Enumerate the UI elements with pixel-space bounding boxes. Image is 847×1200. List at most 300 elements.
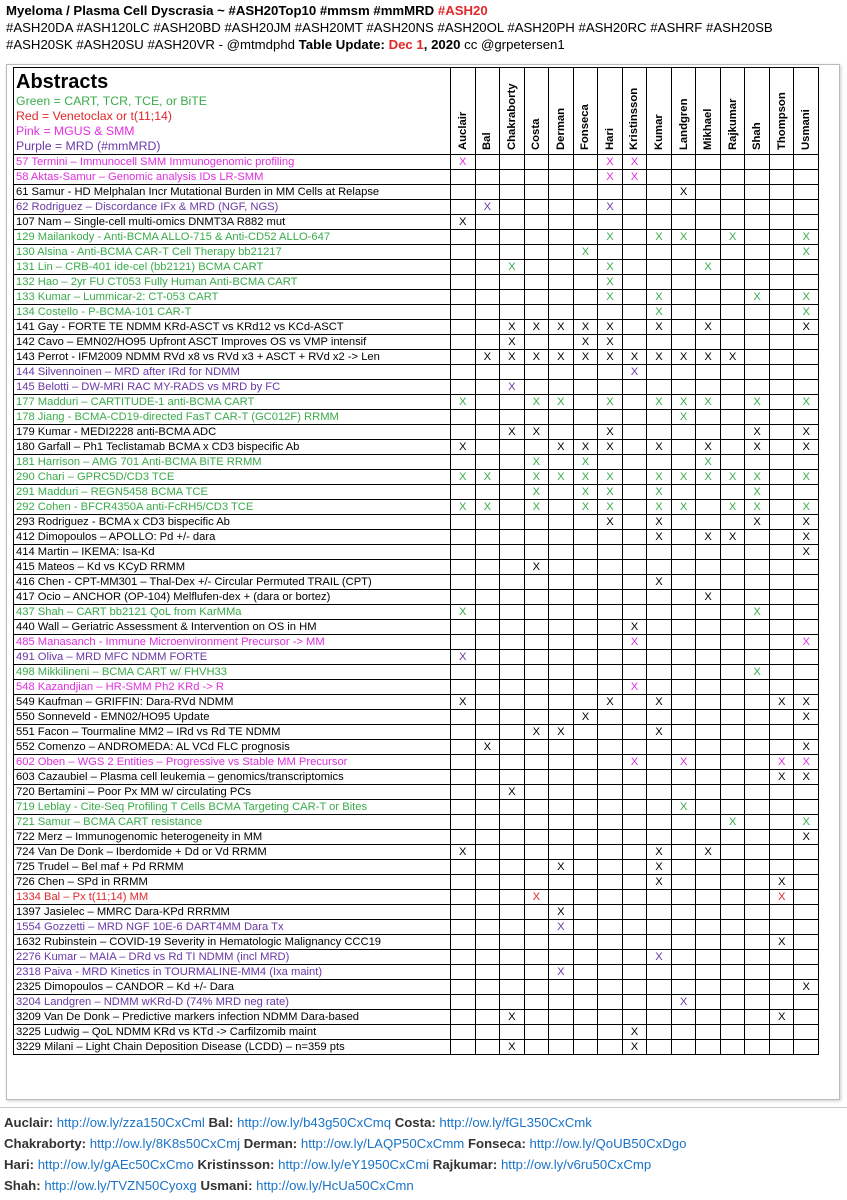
mark-cell-mikhael	[696, 650, 721, 665]
abstract-title: 134 Costello - P-BCMA-101 CAR-T	[14, 305, 451, 320]
mark-cell-hari	[598, 185, 623, 200]
mark-cell-kumar	[647, 380, 672, 395]
mark-cell-kristinsson	[622, 335, 647, 350]
mark-cell-hari	[598, 725, 623, 740]
mark-cell-kumar	[647, 905, 672, 920]
mark-cell-thompson	[769, 905, 794, 920]
abstract-title: 491 Oliva – MRD MFC NDMM FORTE	[14, 650, 451, 665]
mark-cell-kumar: X	[647, 950, 672, 965]
mark-cell-kumar	[647, 920, 672, 935]
mark-cell-bal	[475, 1010, 500, 1025]
mark-cell-thompson	[769, 485, 794, 500]
mark-cell-kristinsson	[622, 470, 647, 485]
mark-cell-rajkumar	[720, 725, 745, 740]
mark-cell-mikhael: X	[696, 260, 721, 275]
mark-cell-chakraborty	[500, 770, 525, 785]
mark-cell-costa	[524, 215, 549, 230]
mark-cell-usmani	[794, 485, 819, 500]
mark-cell-landgren	[671, 200, 696, 215]
mark-cell-auclair	[451, 1010, 476, 1025]
table-row	[14, 755, 819, 770]
table-row	[14, 275, 819, 290]
table-row	[14, 305, 819, 320]
mark-cell-costa	[524, 1010, 549, 1025]
author-link[interactable]: http://ow.ly/QoUB50CxDgo	[529, 1136, 687, 1151]
mark-cell-kumar: X	[647, 575, 672, 590]
table-row	[14, 170, 819, 185]
mark-cell-thompson	[769, 830, 794, 845]
mark-cell-fonseca	[573, 425, 598, 440]
mark-cell-mikhael	[696, 620, 721, 635]
mark-cell-shah	[745, 245, 770, 260]
mark-cell-bal	[475, 305, 500, 320]
mark-cell-landgren	[671, 320, 696, 335]
mark-cell-kristinsson	[622, 440, 647, 455]
mark-cell-hari	[598, 1010, 623, 1025]
mark-cell-usmani: X	[794, 290, 819, 305]
mark-cell-rajkumar	[720, 785, 745, 800]
mark-cell-thompson	[769, 440, 794, 455]
header-tags-and-handle: #ASH20SK #ASH20SU #ASH20VR - @mtmdphd	[6, 37, 295, 52]
mark-cell-kristinsson	[622, 425, 647, 440]
mark-cell-rajkumar	[720, 515, 745, 530]
mark-cell-mikhael	[696, 770, 721, 785]
mark-cell-derman	[549, 680, 574, 695]
mark-cell-chakraborty	[500, 980, 525, 995]
mark-cell-thompson	[769, 800, 794, 815]
mark-cell-auclair	[451, 755, 476, 770]
column-header-label: Bal	[481, 132, 494, 150]
mark-cell-rajkumar	[720, 485, 745, 500]
mark-cell-bal	[475, 215, 500, 230]
author-link[interactable]: http://ow.ly/gAEc50CxCmo	[37, 1157, 194, 1172]
table-row	[14, 995, 819, 1010]
mark-cell-fonseca	[573, 620, 598, 635]
mark-cell-derman	[549, 530, 574, 545]
mark-cell-mikhael	[696, 170, 721, 185]
mark-cell-kristinsson	[622, 455, 647, 470]
mark-cell-bal	[475, 515, 500, 530]
mark-cell-auclair	[451, 665, 476, 680]
author-link[interactable]: http://ow.ly/8K8s50CxCmj	[89, 1136, 241, 1151]
table-row	[14, 545, 819, 560]
mark-cell-mikhael	[696, 575, 721, 590]
mark-cell-landgren	[671, 905, 696, 920]
mark-cell-landgren	[671, 665, 696, 680]
mark-cell-mikhael	[696, 830, 721, 845]
mark-cell-shah	[745, 545, 770, 560]
mark-cell-shah	[745, 620, 770, 635]
mark-cell-auclair: X	[451, 470, 476, 485]
author-link[interactable]: http://ow.ly/LAQP50CxCmm	[300, 1136, 465, 1151]
mark-cell-auclair	[451, 575, 476, 590]
mark-cell-derman	[549, 275, 574, 290]
author-label: Rajkumar:	[432, 1157, 498, 1172]
mark-cell-auclair: X	[451, 440, 476, 455]
column-header-chakraborty	[500, 68, 525, 155]
author-link[interactable]: http://ow.ly/eY1950CxCmi	[278, 1157, 430, 1172]
mark-cell-thompson	[769, 470, 794, 485]
mark-cell-usmani	[794, 410, 819, 425]
abstract-title: 141 Gay - FORTE TE NDMM KRd-ASCT vs KRd12 vs KCd-ASCT	[14, 320, 451, 335]
mark-cell-bal	[475, 755, 500, 770]
abstract-title: 143 Perrot - IFM2009 NDMM RVd x8 vs RVd x3 + ASCT + RVd x2 -> Len	[14, 350, 451, 365]
mark-cell-shah	[745, 230, 770, 245]
table-row	[14, 800, 819, 815]
legend-red: Red = Venetoclax or t(11;14)	[16, 109, 172, 123]
mark-cell-derman: X	[549, 860, 574, 875]
mark-cell-fonseca	[573, 1010, 598, 1025]
mark-cell-auclair	[451, 725, 476, 740]
mark-cell-mikhael	[696, 1010, 721, 1025]
mark-cell-chakraborty	[500, 545, 525, 560]
mark-cell-rajkumar	[720, 770, 745, 785]
mark-cell-chakraborty	[500, 860, 525, 875]
mark-cell-thompson	[769, 785, 794, 800]
mark-cell-kumar	[647, 245, 672, 260]
mark-cell-rajkumar	[720, 695, 745, 710]
mark-cell-auclair	[451, 410, 476, 425]
mark-cell-costa: X	[524, 500, 549, 515]
footer-line	[4, 1154, 843, 1175]
mark-cell-shah: X	[745, 440, 770, 455]
abstract-title: 129 Mailankody - Anti-BCMA ALLO-715 & Anti-CD52 ALLO-647	[14, 230, 451, 245]
mark-cell-landgren	[671, 935, 696, 950]
mark-cell-kumar	[647, 185, 672, 200]
mark-cell-derman	[549, 170, 574, 185]
mark-cell-rajkumar	[720, 185, 745, 200]
mark-cell-mikhael	[696, 305, 721, 320]
mark-cell-mikhael	[696, 890, 721, 905]
mark-cell-usmani	[794, 995, 819, 1010]
mark-cell-derman	[549, 485, 574, 500]
mark-cell-auclair	[451, 710, 476, 725]
update-year: , 2020	[423, 37, 461, 52]
mark-cell-kristinsson	[622, 380, 647, 395]
mark-cell-mikhael	[696, 155, 721, 170]
mark-cell-landgren	[671, 440, 696, 455]
mark-cell-rajkumar	[720, 740, 745, 755]
mark-cell-chakraborty	[500, 695, 525, 710]
author-link[interactable]: http://ow.ly/HcUa50CxCmn	[256, 1178, 414, 1193]
mark-cell-chakraborty	[500, 230, 525, 245]
mark-cell-thompson	[769, 245, 794, 260]
mark-cell-costa	[524, 275, 549, 290]
mark-cell-bal	[475, 935, 500, 950]
table-row	[14, 215, 819, 230]
mark-cell-derman	[549, 1010, 574, 1025]
mark-cell-chakraborty	[500, 290, 525, 305]
mark-cell-rajkumar: X	[720, 500, 745, 515]
mark-cell-hari	[598, 620, 623, 635]
mark-cell-chakraborty	[500, 560, 525, 575]
mark-cell-costa: X	[524, 455, 549, 470]
mark-cell-kumar: X	[647, 875, 672, 890]
mark-cell-usmani	[794, 1010, 819, 1025]
mark-cell-chakraborty	[500, 875, 525, 890]
mark-cell-kumar	[647, 1040, 672, 1055]
mark-cell-kristinsson	[622, 695, 647, 710]
mark-cell-thompson	[769, 920, 794, 935]
mark-cell-derman	[549, 755, 574, 770]
abstract-title: 722 Merz – Immunogenomic heterogeneity in MM	[14, 830, 451, 845]
mark-cell-shah: X	[745, 470, 770, 485]
mark-cell-usmani: X	[794, 395, 819, 410]
mark-cell-landgren	[671, 605, 696, 620]
abstract-title: 498 Mikkilineni – BCMA CART w/ FHVH33	[14, 665, 451, 680]
mark-cell-chakraborty: X	[500, 335, 525, 350]
mark-cell-mikhael	[696, 755, 721, 770]
mark-cell-mikhael	[696, 425, 721, 440]
mark-cell-chakraborty: X	[500, 320, 525, 335]
mark-cell-auclair	[451, 530, 476, 545]
table-row	[14, 440, 819, 455]
mark-cell-fonseca	[573, 275, 598, 290]
author-label: Usmani:	[200, 1178, 253, 1193]
mark-cell-thompson	[769, 455, 794, 470]
mark-cell-rajkumar	[720, 1025, 745, 1040]
abstract-title: 549 Kaufman – GRIFFIN: Dara-RVd NDMM	[14, 695, 451, 710]
mark-cell-kristinsson	[622, 650, 647, 665]
abstract-title: 725 Trudel – Bel maf + Pd RRMM	[14, 860, 451, 875]
footer-line	[4, 1175, 843, 1196]
mark-cell-mikhael	[696, 380, 721, 395]
mark-cell-chakraborty	[500, 635, 525, 650]
mark-cell-mikhael: X	[696, 320, 721, 335]
column-header-rajkumar	[720, 68, 745, 155]
mark-cell-costa	[524, 1025, 549, 1040]
mark-cell-kristinsson	[622, 890, 647, 905]
mark-cell-kumar	[647, 170, 672, 185]
mark-cell-kristinsson	[622, 230, 647, 245]
table-row	[14, 710, 819, 725]
author-link[interactable]: http://ow.ly/TVZN50Cyoxg	[44, 1178, 197, 1193]
author-link[interactable]: http://ow.ly/zza150CxCml	[56, 1115, 205, 1130]
author-link[interactable]: http://ow.ly/b43g50CxCmq	[237, 1115, 392, 1130]
mark-cell-kumar: X	[647, 440, 672, 455]
abstract-title: 2318 Paiva - MRD Kinetics in TOURMALINE-MM4 (Ixa maint)	[14, 965, 451, 980]
mark-cell-fonseca	[573, 770, 598, 785]
mark-cell-kristinsson: X	[622, 1025, 647, 1040]
mark-cell-fonseca: X	[573, 245, 598, 260]
mark-cell-shah	[745, 530, 770, 545]
abstract-title: 290 Chari – GPRC5D/CD3 TCE	[14, 470, 451, 485]
mark-cell-kumar	[647, 770, 672, 785]
mark-cell-rajkumar	[720, 875, 745, 890]
mark-cell-chakraborty	[500, 155, 525, 170]
mark-cell-shah	[745, 740, 770, 755]
mark-cell-kristinsson	[622, 920, 647, 935]
mark-cell-costa	[524, 710, 549, 725]
mark-cell-costa	[524, 980, 549, 995]
mark-cell-costa	[524, 935, 549, 950]
mark-cell-mikhael	[696, 725, 721, 740]
mark-cell-chakraborty	[500, 515, 525, 530]
mark-cell-fonseca: X	[573, 440, 598, 455]
mark-cell-usmani	[794, 200, 819, 215]
mark-cell-costa: X	[524, 425, 549, 440]
mark-cell-thompson	[769, 665, 794, 680]
mark-cell-auclair	[451, 545, 476, 560]
mark-cell-costa	[524, 365, 549, 380]
mark-cell-fonseca	[573, 515, 598, 530]
table-row	[14, 845, 819, 860]
table-row	[14, 290, 819, 305]
mark-cell-shah	[745, 320, 770, 335]
mark-cell-kumar: X	[647, 860, 672, 875]
mark-cell-costa	[524, 830, 549, 845]
mark-cell-landgren	[671, 980, 696, 995]
author-link[interactable]: http://ow.ly/fGL350CxCmk	[439, 1115, 592, 1130]
mark-cell-rajkumar	[720, 410, 745, 425]
mark-cell-chakraborty	[500, 485, 525, 500]
mark-cell-thompson	[769, 305, 794, 320]
mark-cell-rajkumar: X	[720, 230, 745, 245]
table-row	[14, 875, 819, 890]
mark-cell-costa	[524, 785, 549, 800]
mark-cell-costa	[524, 545, 549, 560]
mark-cell-shah	[745, 155, 770, 170]
mark-cell-chakraborty	[500, 890, 525, 905]
abstract-title: 293 Rodriguez - BCMA x CD3 bispecific Ab	[14, 515, 451, 530]
mark-cell-shah	[745, 380, 770, 395]
mark-cell-hari: X	[598, 170, 623, 185]
mark-cell-landgren	[671, 425, 696, 440]
table-row	[14, 650, 819, 665]
abstract-title: 603 Cazaubiel – Plasma cell leukemia – genomics/transcriptomics	[14, 770, 451, 785]
mark-cell-costa	[524, 575, 549, 590]
abstract-title: 58 Aktas-Samur – Genomic analysis IDs LR-SMM	[14, 170, 451, 185]
table-row	[14, 425, 819, 440]
mark-cell-landgren	[671, 275, 696, 290]
mark-cell-auclair	[451, 875, 476, 890]
table-row	[14, 920, 819, 935]
mark-cell-hari: X	[598, 260, 623, 275]
table-row	[14, 785, 819, 800]
mark-cell-kristinsson	[622, 800, 647, 815]
mark-cell-rajkumar	[720, 710, 745, 725]
mark-cell-derman: X	[549, 905, 574, 920]
mark-cell-mikhael	[696, 275, 721, 290]
mark-cell-usmani	[794, 1040, 819, 1055]
mark-cell-costa	[524, 410, 549, 425]
mark-cell-bal	[475, 890, 500, 905]
mark-cell-derman	[549, 785, 574, 800]
mark-cell-landgren: X	[671, 185, 696, 200]
mark-cell-hari: X	[598, 230, 623, 245]
mark-cell-mikhael	[696, 800, 721, 815]
column-header-mikhael	[696, 68, 721, 155]
mark-cell-bal	[475, 245, 500, 260]
mark-cell-bal	[475, 185, 500, 200]
mark-cell-chakraborty	[500, 845, 525, 860]
mark-cell-thompson	[769, 380, 794, 395]
abstract-title: 178 Jiang - BCMA-CD19-directed FasT CAR-T (GC012F) RRMM	[14, 410, 451, 425]
mark-cell-shah	[745, 965, 770, 980]
mark-cell-bal	[475, 605, 500, 620]
mark-cell-derman	[549, 500, 574, 515]
mark-cell-landgren: X	[671, 500, 696, 515]
mark-cell-rajkumar	[720, 635, 745, 650]
table-row	[14, 860, 819, 875]
header-ash20-tag[interactable]: #ASH20	[437, 3, 488, 18]
column-header-label: Mikhael	[702, 108, 715, 150]
mark-cell-shah	[745, 275, 770, 290]
mark-cell-derman	[549, 830, 574, 845]
mark-cell-usmani: X	[794, 695, 819, 710]
mark-cell-kumar	[647, 830, 672, 845]
mark-cell-chakraborty: X	[500, 350, 525, 365]
mark-cell-auclair	[451, 980, 476, 995]
column-header-kumar	[647, 68, 672, 155]
mark-cell-auclair: X	[451, 155, 476, 170]
mark-cell-landgren	[671, 830, 696, 845]
mark-cell-thompson	[769, 500, 794, 515]
mark-cell-costa	[524, 605, 549, 620]
mark-cell-shah	[745, 185, 770, 200]
mark-cell-kumar: X	[647, 845, 672, 860]
mark-cell-shah	[745, 200, 770, 215]
mark-cell-chakraborty	[500, 305, 525, 320]
mark-cell-derman	[549, 590, 574, 605]
mark-cell-thompson	[769, 725, 794, 740]
mark-cell-kristinsson	[622, 530, 647, 545]
mark-cell-kristinsson: X	[622, 155, 647, 170]
mark-cell-kristinsson	[622, 185, 647, 200]
mark-cell-hari	[598, 1025, 623, 1040]
mark-cell-bal	[475, 155, 500, 170]
mark-cell-costa	[524, 635, 549, 650]
mark-cell-thompson	[769, 260, 794, 275]
abstract-title: 131 Lin – CRB-401 ide-cel (bb2121) BCMA CART	[14, 260, 451, 275]
mark-cell-derman: X	[549, 920, 574, 935]
mark-cell-landgren	[671, 365, 696, 380]
mark-cell-usmani	[794, 935, 819, 950]
mark-cell-derman	[549, 695, 574, 710]
mark-cell-hari	[598, 305, 623, 320]
footer-line	[4, 1133, 843, 1154]
table-row	[14, 695, 819, 710]
mark-cell-rajkumar	[720, 980, 745, 995]
mark-cell-landgren: X	[671, 995, 696, 1010]
mark-cell-hari	[598, 455, 623, 470]
mark-cell-thompson: X	[769, 1010, 794, 1025]
mark-cell-landgren: X	[671, 395, 696, 410]
mark-cell-bal	[475, 380, 500, 395]
author-link[interactable]: http://ow.ly/v6ru50CxCmp	[500, 1157, 652, 1172]
mark-cell-bal	[475, 335, 500, 350]
mark-cell-kumar	[647, 155, 672, 170]
mark-cell-mikhael	[696, 245, 721, 260]
mark-cell-fonseca	[573, 545, 598, 560]
mark-cell-bal	[475, 1025, 500, 1040]
mark-cell-hari	[598, 245, 623, 260]
abstract-title: 132 Hao – 2yr FU CT053 Fully Human Anti-BCMA CART	[14, 275, 451, 290]
mark-cell-costa	[524, 755, 549, 770]
abstract-title: 3225 Ludwig – QoL NDMM KRd vs KTd -> Carfilzomib maint	[14, 1025, 451, 1040]
mark-cell-chakraborty	[500, 950, 525, 965]
mark-cell-rajkumar: X	[720, 470, 745, 485]
mark-cell-chakraborty	[500, 245, 525, 260]
mark-cell-costa	[524, 770, 549, 785]
mark-cell-hari	[598, 665, 623, 680]
mark-cell-chakraborty	[500, 215, 525, 230]
mark-cell-fonseca	[573, 605, 598, 620]
mark-cell-rajkumar	[720, 425, 745, 440]
mark-cell-derman	[549, 890, 574, 905]
mark-cell-usmani: X	[794, 815, 819, 830]
mark-cell-thompson	[769, 590, 794, 605]
